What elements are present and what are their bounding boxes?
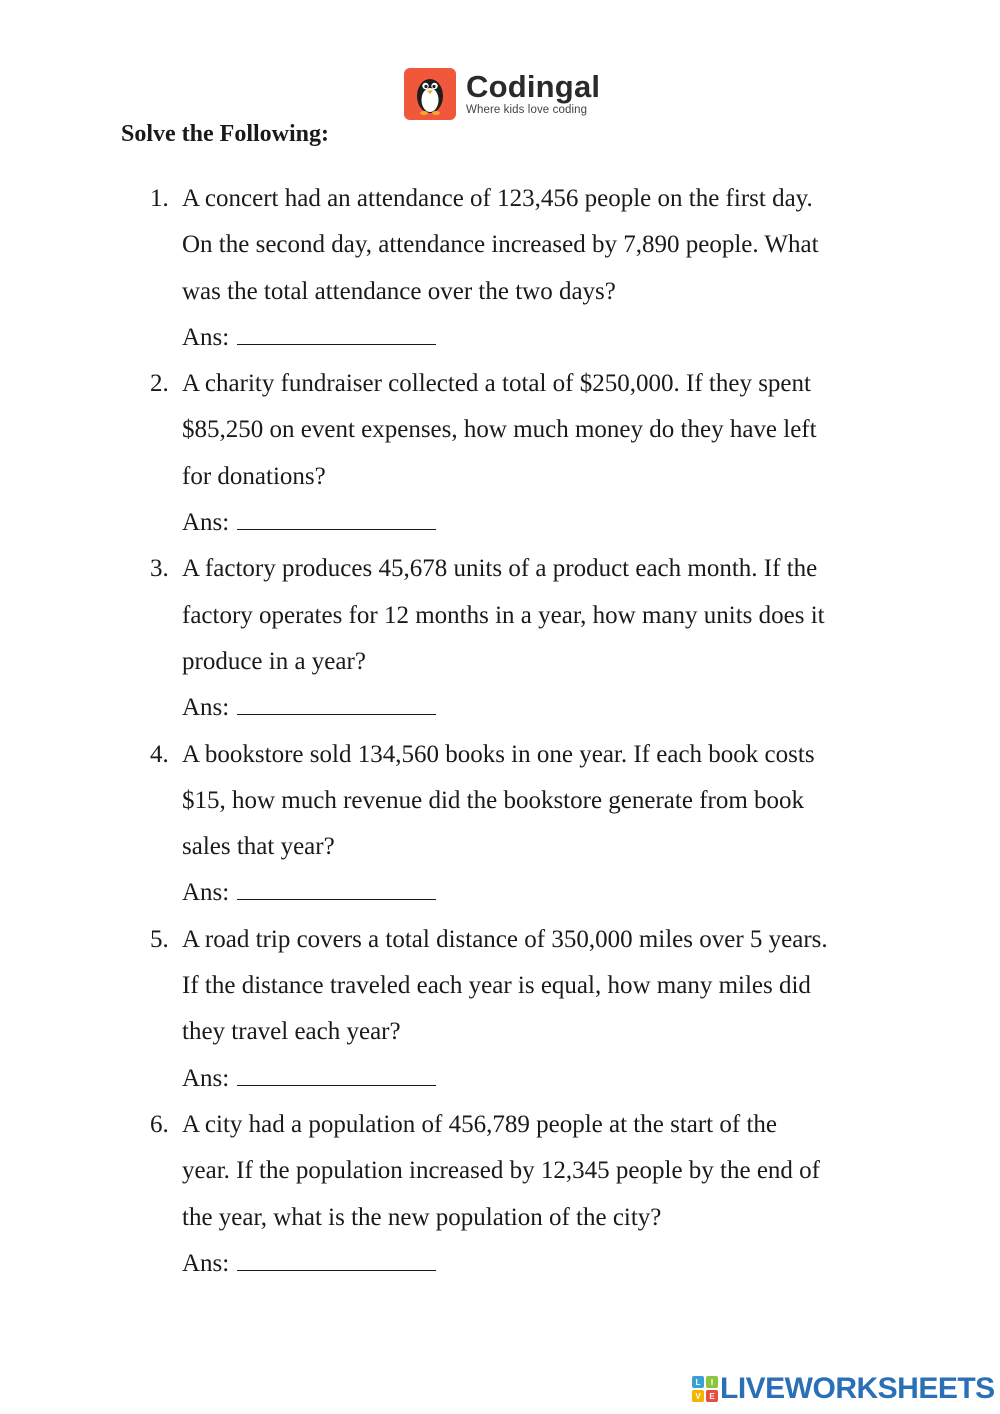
question-text-line: for donations? xyxy=(182,462,326,490)
question-number: 5. xyxy=(150,925,169,953)
question-number: 1. xyxy=(150,185,169,212)
question-text xyxy=(182,1102,882,1241)
answer-label: Ans: xyxy=(182,1249,230,1277)
question-item xyxy=(0,1102,1000,1287)
answer-row xyxy=(182,500,1000,546)
question-item xyxy=(0,732,1000,917)
liveworksheets-wordmark: LIVEWORKSHEETS xyxy=(720,1372,995,1405)
question-text xyxy=(182,732,882,871)
icon-tile: V xyxy=(692,1390,704,1402)
question-text xyxy=(182,917,882,1056)
question-item xyxy=(0,361,1000,546)
answer-label: Ans: xyxy=(182,509,230,537)
question-number: 6. xyxy=(150,1110,169,1138)
answer-label: Ans: xyxy=(182,879,230,907)
question-text-line: A charity fundraiser collected a total of $250,000. If they spent xyxy=(182,370,811,398)
question-item xyxy=(0,917,1000,1102)
question-text-line: factory operates for 12 months in a year, how many units does it xyxy=(182,601,825,629)
question-text xyxy=(182,361,882,500)
question-number: 3. xyxy=(150,555,169,583)
answer-blank[interactable] xyxy=(237,694,436,715)
liveworksheets-logo xyxy=(692,1374,995,1404)
answer-blank[interactable] xyxy=(237,1250,436,1271)
question-text-line: produce in a year? xyxy=(182,647,366,675)
answer-blank[interactable] xyxy=(237,509,436,530)
question-item xyxy=(0,546,1000,731)
brand-tagline: Where kids love coding xyxy=(466,104,588,117)
penguin-icon xyxy=(404,68,456,120)
answer-row xyxy=(182,1241,1000,1287)
icon-tile: I xyxy=(706,1376,718,1388)
answer-label: Ans: xyxy=(182,323,230,351)
question-text-line: A road trip covers a total distance of 350,000 miles over 5 years. xyxy=(182,925,828,953)
answer-label: Ans: xyxy=(182,1064,230,1092)
question-number: 4. xyxy=(150,740,169,768)
answer-row xyxy=(182,685,1000,731)
question-text-line: A bookstore sold 134,560 books in one year. If each book costs xyxy=(182,740,815,768)
question-item xyxy=(0,176,1000,361)
question-text-line: A concert had an attendance of 123,456 people on the first day. xyxy=(182,185,813,212)
question-text-line: On the second day, attendance increased by 7,890 people. What xyxy=(182,231,819,259)
brand-name: Codingal xyxy=(466,69,601,105)
answer-label: Ans: xyxy=(182,694,230,722)
question-text-line: was the total attendance over the two days? xyxy=(182,277,616,305)
codingal-logo xyxy=(404,68,600,120)
question-list xyxy=(0,176,1000,1287)
worksheet-heading: Solve the Following: xyxy=(121,121,329,147)
question-text-line: $85,250 on event expenses, how much money do they have left xyxy=(182,416,817,444)
question-text-line: year. If the population increased by 12,345 people by the end of xyxy=(182,1157,821,1185)
question-text-line: the year, what is the new population of the city? xyxy=(182,1203,662,1231)
answer-blank[interactable] xyxy=(237,879,436,900)
question-text xyxy=(182,546,882,685)
question-text xyxy=(182,176,882,315)
liveworksheets-icon xyxy=(692,1376,718,1402)
answer-row xyxy=(182,870,1000,916)
icon-tile: L xyxy=(692,1376,704,1388)
question-text-line: A factory produces 45,678 units of a product each month. If the xyxy=(182,555,818,583)
icon-tile: E xyxy=(706,1390,718,1402)
question-text-line: $15, how much revenue did the bookstore generate from book xyxy=(182,786,805,814)
answer-blank[interactable] xyxy=(237,1065,436,1086)
answer-blank[interactable] xyxy=(237,324,436,345)
answer-row xyxy=(182,1056,1000,1102)
question-text-line: they travel each year? xyxy=(182,1018,401,1046)
question-text-line: If the distance traveled each year is equal, how many miles did xyxy=(182,972,811,1000)
question-text-line: A city had a population of 456,789 people at the start of the xyxy=(182,1110,777,1138)
question-number: 2. xyxy=(150,370,169,398)
answer-row xyxy=(182,315,1000,361)
question-text-line: sales that year? xyxy=(182,833,335,861)
